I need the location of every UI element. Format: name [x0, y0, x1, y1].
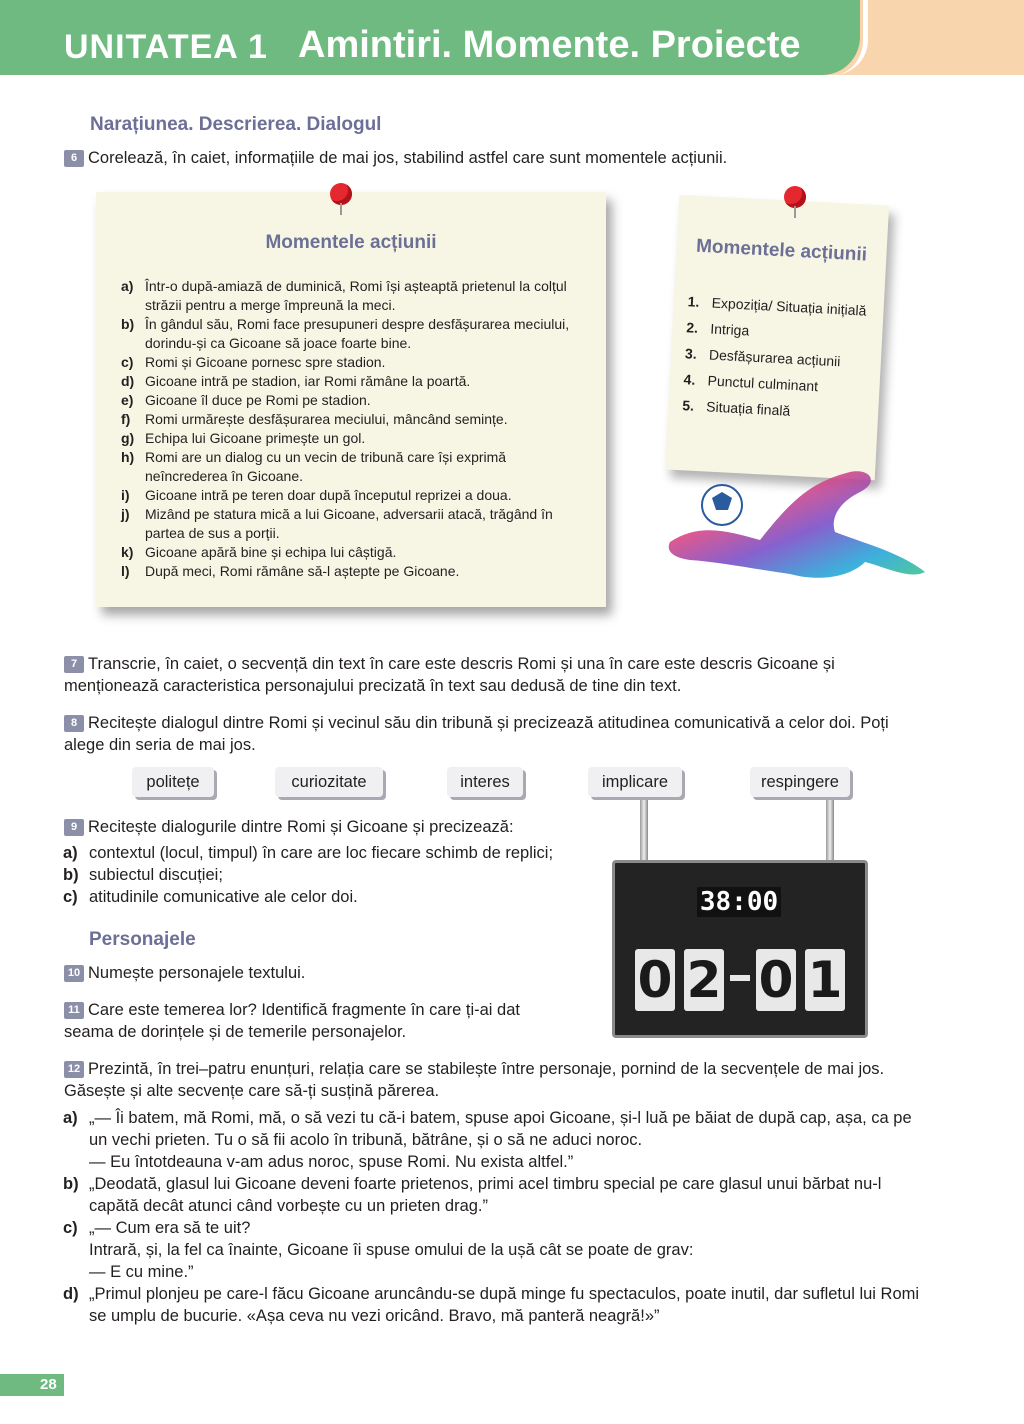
note-moments-list [665, 195, 889, 481]
attitude-tag: respingere [750, 767, 850, 797]
moment-item [682, 396, 862, 423]
event-text: Într-o după-amiază de duminică, Romi își așteaptă prietenul la colțul străzii pentru a merge împreună la meci. [145, 278, 567, 313]
question-text: Recitește dialogul dintre Romi și vecinul său din tribună și precizează atitudinea comunicativă a celor doi. Poți alege din seria de mai jos. [64, 714, 889, 754]
event-label: a) [121, 278, 134, 294]
question-text: Corelează, în caiet, informațiile de mai jos, stabilind astfel care sunt momentele acțiunii. [88, 149, 728, 167]
score-digit: 2 [684, 949, 724, 1011]
event-item [121, 562, 591, 581]
event-item [121, 277, 591, 315]
event-label: e) [121, 392, 134, 408]
moment-number: 1. [687, 293, 700, 310]
question-text: Prezintă, în trei–patru enunțuri, relația care se stabilește între personaje, pornind de la secvențele de mai jos. Găsește și alte secvențe care să-ți susțină părerea. [64, 1060, 885, 1100]
page-number: 28 [40, 1376, 57, 1393]
event-label: l) [121, 563, 130, 579]
section-heading: Personajele [89, 929, 196, 950]
moment-number: 2. [685, 319, 699, 336]
score-digit: 0 [635, 949, 675, 1011]
scoreboard [612, 860, 868, 1038]
event-text: Romi are un dialog cu un vecin de tribună care își exprimă neîncrederea în Gicoane. [145, 449, 507, 484]
moment-text: Punctul culminant [707, 372, 819, 395]
event-text: Gicoane intră pe teren doar după începutul reprizei a doua. [145, 487, 512, 503]
question-6 [64, 147, 964, 169]
question-number: 9 [64, 819, 84, 836]
event-text: Gicoane apără bine și echipa lui câștigă. [145, 544, 397, 560]
moment-item [683, 370, 863, 397]
moment-text: Expoziția/ Situația inițială [711, 294, 867, 319]
unit-title: Amintiri. Momente. Proiecte [298, 24, 801, 66]
question-text: Numește personajele textului. [88, 964, 306, 982]
note-title: Momentele acțiunii [695, 235, 868, 266]
note-title: Momentele acțiunii [265, 232, 437, 253]
question-12-item: d) „Primul plonjeu pe care-l făcu Gicoane aruncându-se după minge fu spectaculos, poate inutil, dar sufletul lui Romi se umplu de bucurie. «Așa ceva nu vezi oricând. Bravo, mă panteră neagră!»” [63, 1285, 920, 1325]
event-label: g) [121, 430, 135, 446]
question-text: Recitește dialogurile dintre Romi și Gicoane și precizează: [88, 818, 514, 836]
event-label: h) [121, 449, 135, 465]
moment-number: 4. [683, 371, 696, 388]
question-7 [64, 653, 924, 697]
scoreboard-pole [826, 800, 834, 862]
question-8 [64, 712, 924, 756]
event-item [121, 410, 591, 429]
event-item [121, 315, 591, 353]
question-9-item: c) atitudinile comunicative ale celor doi. [63, 888, 358, 906]
question-12-item: a) „— Îi batem, mă Romi, mă, o să vezi tu că-i batem, spuse apoi Gicoane, și-l luă pe băiat de după cap, așa, ca pe un vechi prieten. Tu o să fii acolo în tribună, bătrâne, și o să ne aduci noroc. — Eu întotdeauna v-am adus noroc, spuse Romi. Nu exista altfel.” [63, 1109, 912, 1171]
moment-number: 5. [681, 397, 695, 414]
score-digit: 1 [805, 949, 845, 1011]
question-number: 10 [64, 965, 84, 982]
question-11 [64, 999, 564, 1043]
question-number: 7 [64, 656, 84, 673]
event-label: f) [121, 411, 131, 427]
event-item [121, 391, 591, 410]
match-clock: 38:00 [697, 887, 781, 917]
event-text: În gândul său, Romi face presupuneri despre desfășurarea meciului, dorindu-și ca Gicoane să joace foarte bine. [145, 316, 570, 351]
question-9-item: b) subiectul discuției; [63, 866, 223, 884]
event-item [121, 505, 591, 543]
event-label: d) [121, 373, 135, 389]
note-momentele-actiunii [96, 192, 606, 607]
question-12-item: b) „Deodată, glasul lui Gicoane deveni foarte prietenos, primi acel timbru special pe care glasul unui bărbat nu-l capătă decât atunci când vorbește cu un prieten drag.” [63, 1175, 882, 1215]
event-text: După meci, Romi rămâne să-l aștepte pe Gicoane. [145, 563, 460, 579]
event-text: Gicoane îl duce pe Romi pe stadion. [145, 392, 371, 408]
events-list [121, 277, 591, 581]
page-number-badge [0, 1374, 64, 1396]
event-text: Echipa lui Gicoane primește un gol. [145, 430, 366, 446]
push-pin-icon [784, 186, 806, 208]
event-label: c) [121, 354, 134, 370]
question-number: 8 [64, 715, 84, 732]
section-heading: Narațiunea. Descrierea. Dialogul [90, 114, 382, 135]
question-number: 11 [64, 1002, 84, 1019]
moment-text: Situația finală [705, 398, 791, 419]
event-item [121, 486, 591, 505]
scoreboard-pole [640, 800, 648, 862]
question-12-item: c) „— Cum era să te uit? Intrară, și, la fel ca înainte, Gicoane îi spuse omului de la ușă cât se poate de grav: — E cu mine.” [63, 1219, 694, 1281]
question-12 [64, 1058, 924, 1102]
event-item [121, 543, 591, 562]
event-text: Mizând pe statura mică a lui Gicoane, adversarii atacă, trăgând în partea de sus a porții. [145, 506, 553, 541]
attitude-tag: politețe [132, 767, 214, 797]
attitude-tag: curiozitate [275, 767, 383, 797]
score-digit: 0 [756, 949, 796, 1011]
event-item [121, 353, 591, 372]
goalkeeper-illustration [660, 462, 940, 602]
question-number: 6 [64, 150, 84, 167]
event-text: Romi urmărește desfășurarea meciului, mâncând semințe. [145, 411, 508, 427]
moment-number: 3. [684, 345, 698, 362]
moment-text: Intriga [709, 320, 750, 339]
event-text: Gicoane intră pe stadion, iar Romi rămâne la poartă. [145, 373, 471, 389]
event-label: k) [121, 544, 134, 560]
question-number: 12 [64, 1061, 84, 1078]
event-text: Romi și Gicoane pornesc spre stadion. [145, 354, 386, 370]
question-text: Care este temerea lor? Identifică fragmente în care ți-ai dat seama de dorințele și de temerile personajelor. [64, 1001, 520, 1041]
moment-item [687, 292, 867, 319]
question-10 [64, 962, 584, 984]
score-separator [730, 975, 750, 981]
attitude-tag: interes [447, 767, 523, 797]
attitude-tag: implicare [588, 767, 682, 797]
question-9-item: a) contextul (locul, timpul) în care are loc fiecare schimb de replici; [63, 844, 554, 862]
event-label: j) [121, 506, 130, 522]
event-item [121, 372, 591, 391]
moment-item [686, 318, 866, 345]
unit-label: UNITATEA 1 [64, 28, 268, 66]
event-item [121, 448, 591, 486]
push-pin-icon [330, 183, 352, 205]
moment-item [685, 344, 865, 371]
event-label: i) [121, 487, 130, 503]
question-9 [64, 816, 584, 838]
moment-text: Desfășurarea acțiunii [708, 346, 841, 370]
event-item [121, 429, 591, 448]
moments-list [681, 292, 866, 431]
event-label: b) [121, 316, 135, 332]
question-text: Transcrie, în caiet, o secvență din text în care este descris Romi și una în care este descris Gicoane și menționează caracteristica personajului precizată în text sau dedusă de tine din text. [64, 655, 835, 695]
